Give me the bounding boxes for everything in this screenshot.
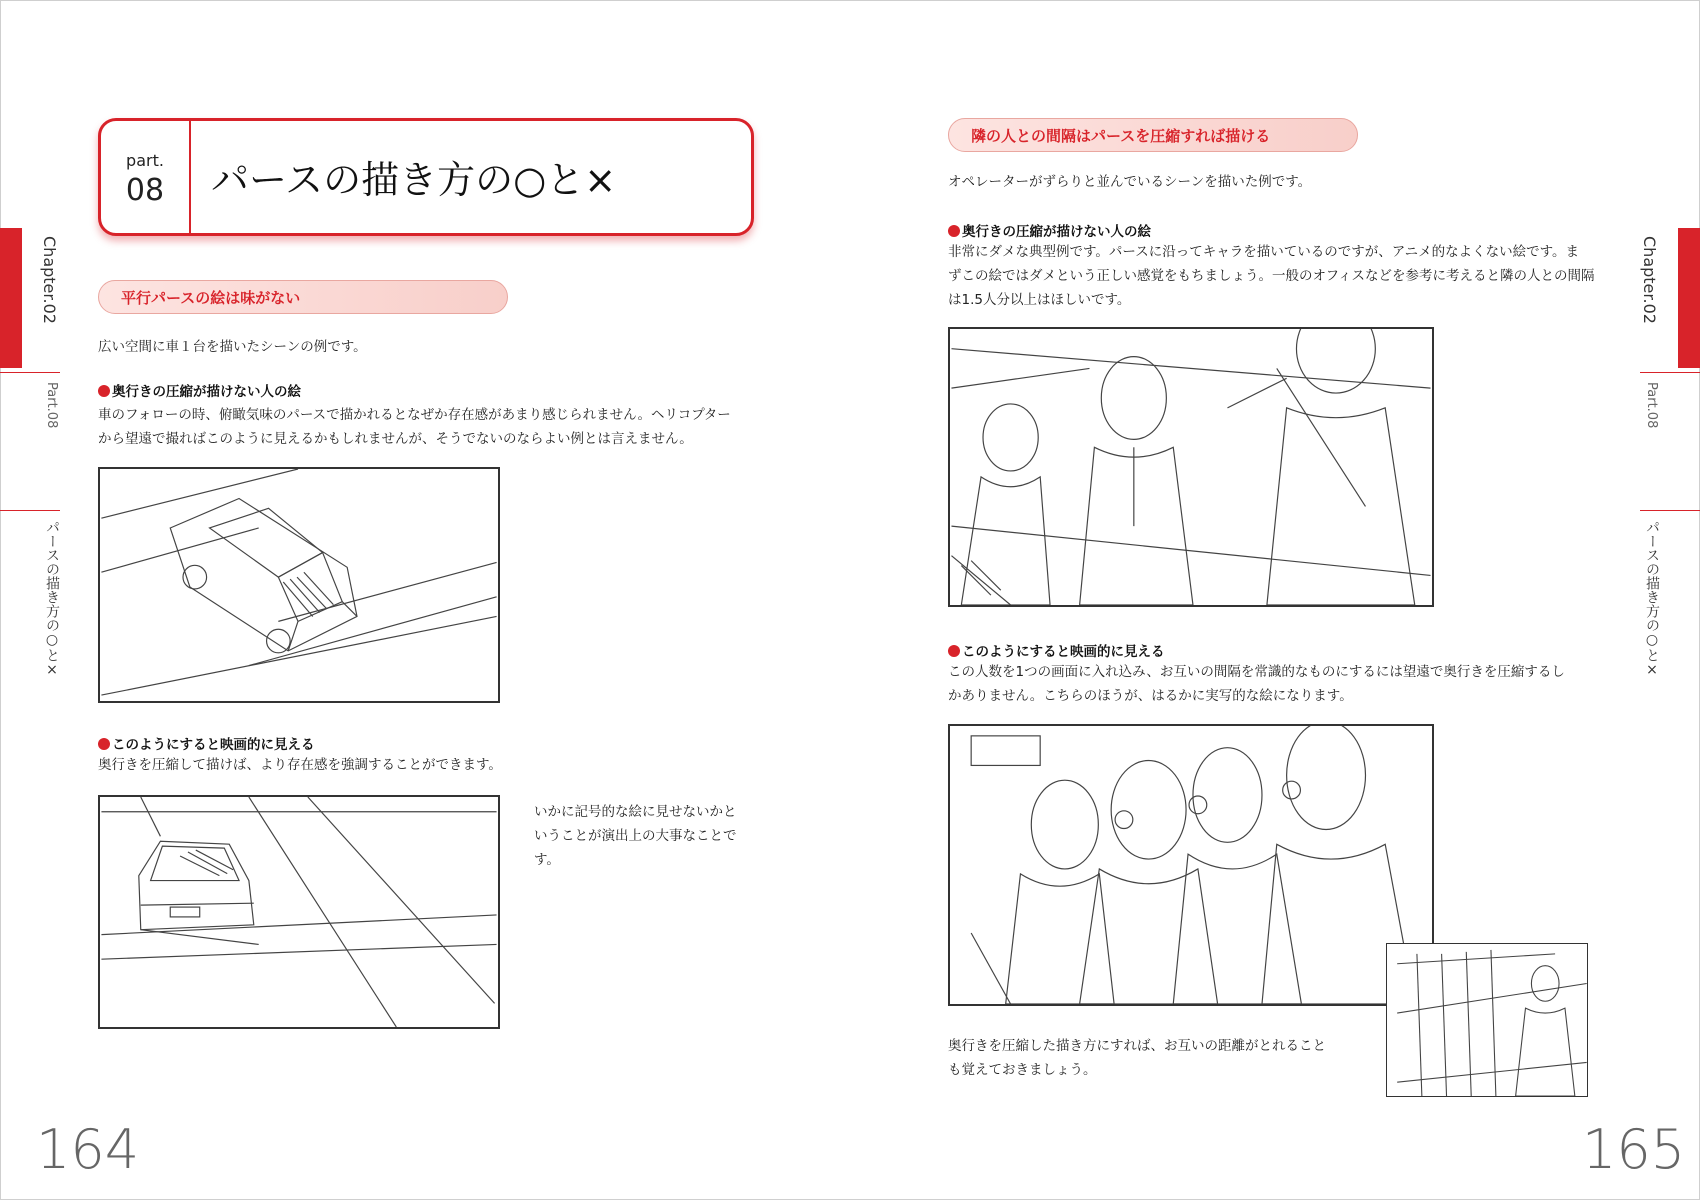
side-chapter-label: Chapter.02 — [40, 236, 59, 324]
side-note-line: す。 — [534, 852, 560, 868]
sketch-operators-flat — [948, 327, 1434, 607]
sketch-car-parallel — [98, 467, 500, 703]
part-title-box — [98, 118, 754, 236]
paragraph-line: かありません。こちらのほうが、はるかに実写的な絵になります。 — [948, 688, 1353, 704]
caption-line: も覚えておきましょう。 — [948, 1062, 1097, 1078]
section-header: 平行パースの絵は味がない — [98, 280, 508, 314]
section-header: 隣の人との間隔はパースを圧縮すれば描ける — [948, 118, 1358, 152]
part-number: 08 — [125, 173, 165, 208]
intro-text: 広い空間に車１台を描いたシーンの例です。 — [98, 339, 367, 355]
operators-sketch-image — [950, 726, 1432, 1004]
sketch-inset — [1386, 943, 1588, 1097]
paragraph-line: は1.5人分以上はほしいです。 — [948, 292, 1131, 308]
paragraph-line: 非常にダメな典型例です。パースに沿ってキャラを描いているのですが、アニメ的なよくない絵です。ま — [948, 244, 1579, 260]
bullet-heading-text: このようにすると映画的に見える — [962, 644, 1165, 660]
side-note-line: いうことが演出上の大事なことで — [534, 828, 737, 844]
side-divider — [0, 372, 60, 373]
bullet-heading — [98, 380, 301, 400]
bullet-dot-icon — [948, 645, 960, 657]
inset-sketch-image — [1387, 944, 1587, 1096]
side-title-label: パースの描き方の○と× — [44, 520, 60, 678]
part-number-block — [101, 121, 191, 233]
intro-text: オペレーターがずらりと並んでいるシーンを描いた例です。 — [948, 174, 1312, 190]
paragraph-line: 車のフォローの時、俯瞰気味のパースで描かれるとなぜか存在感があまり感じられません。ヘリコプター — [98, 407, 731, 423]
page-title: パースの描き方の○と× — [211, 158, 617, 202]
bullet-heading-text: 奥行きの圧縮が描けない人の絵 — [962, 224, 1151, 240]
operators-sketch-image — [950, 329, 1432, 605]
bullet-heading — [948, 220, 1151, 240]
side-part-label: Part.08 — [1644, 382, 1659, 429]
side-title-label: パースの描き方の○と× — [1644, 520, 1660, 678]
sketch-operators-compressed — [948, 724, 1434, 1006]
car-sketch-image — [100, 469, 498, 701]
paragraph-line: から望遠で撮ればこのように見えるかもしれませんが、そうでないのならよい例とは言えません。 — [98, 431, 693, 447]
paragraph-line: 奥行きを圧縮して描けば、より存在感を強調することができます。 — [98, 757, 502, 773]
paragraph-line: ずこの絵ではダメという正しい感覚をもちましょう。一般のオフィスなどを参考に考えると隣の人との間隔 — [948, 268, 1595, 284]
bullet-dot-icon — [98, 738, 110, 750]
sketch-car-compressed — [98, 795, 500, 1029]
chapter-tab — [0, 228, 22, 368]
side-note-line: いかに記号的な絵に見せないかと — [534, 804, 737, 820]
part-label: part. — [126, 151, 164, 170]
side-divider — [1640, 372, 1700, 373]
car-sketch-image — [100, 797, 498, 1027]
paragraph-line: この人数を1つの画面に入れ込み、お互いの間隔を常識的なものにするには望遠で奥行きを圧縮するし — [948, 664, 1565, 680]
page-number-right: 165 — [1582, 1118, 1686, 1181]
side-divider — [0, 510, 60, 511]
chapter-tab — [1678, 228, 1700, 368]
side-part-label: Part.08 — [44, 382, 59, 429]
bullet-heading-text: このようにすると映画的に見える — [112, 737, 315, 753]
bullet-dot-icon — [948, 225, 960, 237]
side-chapter-label: Chapter.02 — [1640, 236, 1659, 324]
bullet-dot-icon — [98, 385, 110, 397]
side-divider — [1640, 510, 1700, 511]
bullet-heading — [98, 733, 315, 753]
bullet-heading-text: 奥行きの圧縮が描けない人の絵 — [112, 384, 301, 400]
caption-line: 奥行きを圧縮した描き方にすれば、お互いの距離がとれること — [948, 1038, 1326, 1054]
bullet-heading — [948, 640, 1165, 660]
page-number-left: 164 — [36, 1118, 140, 1181]
